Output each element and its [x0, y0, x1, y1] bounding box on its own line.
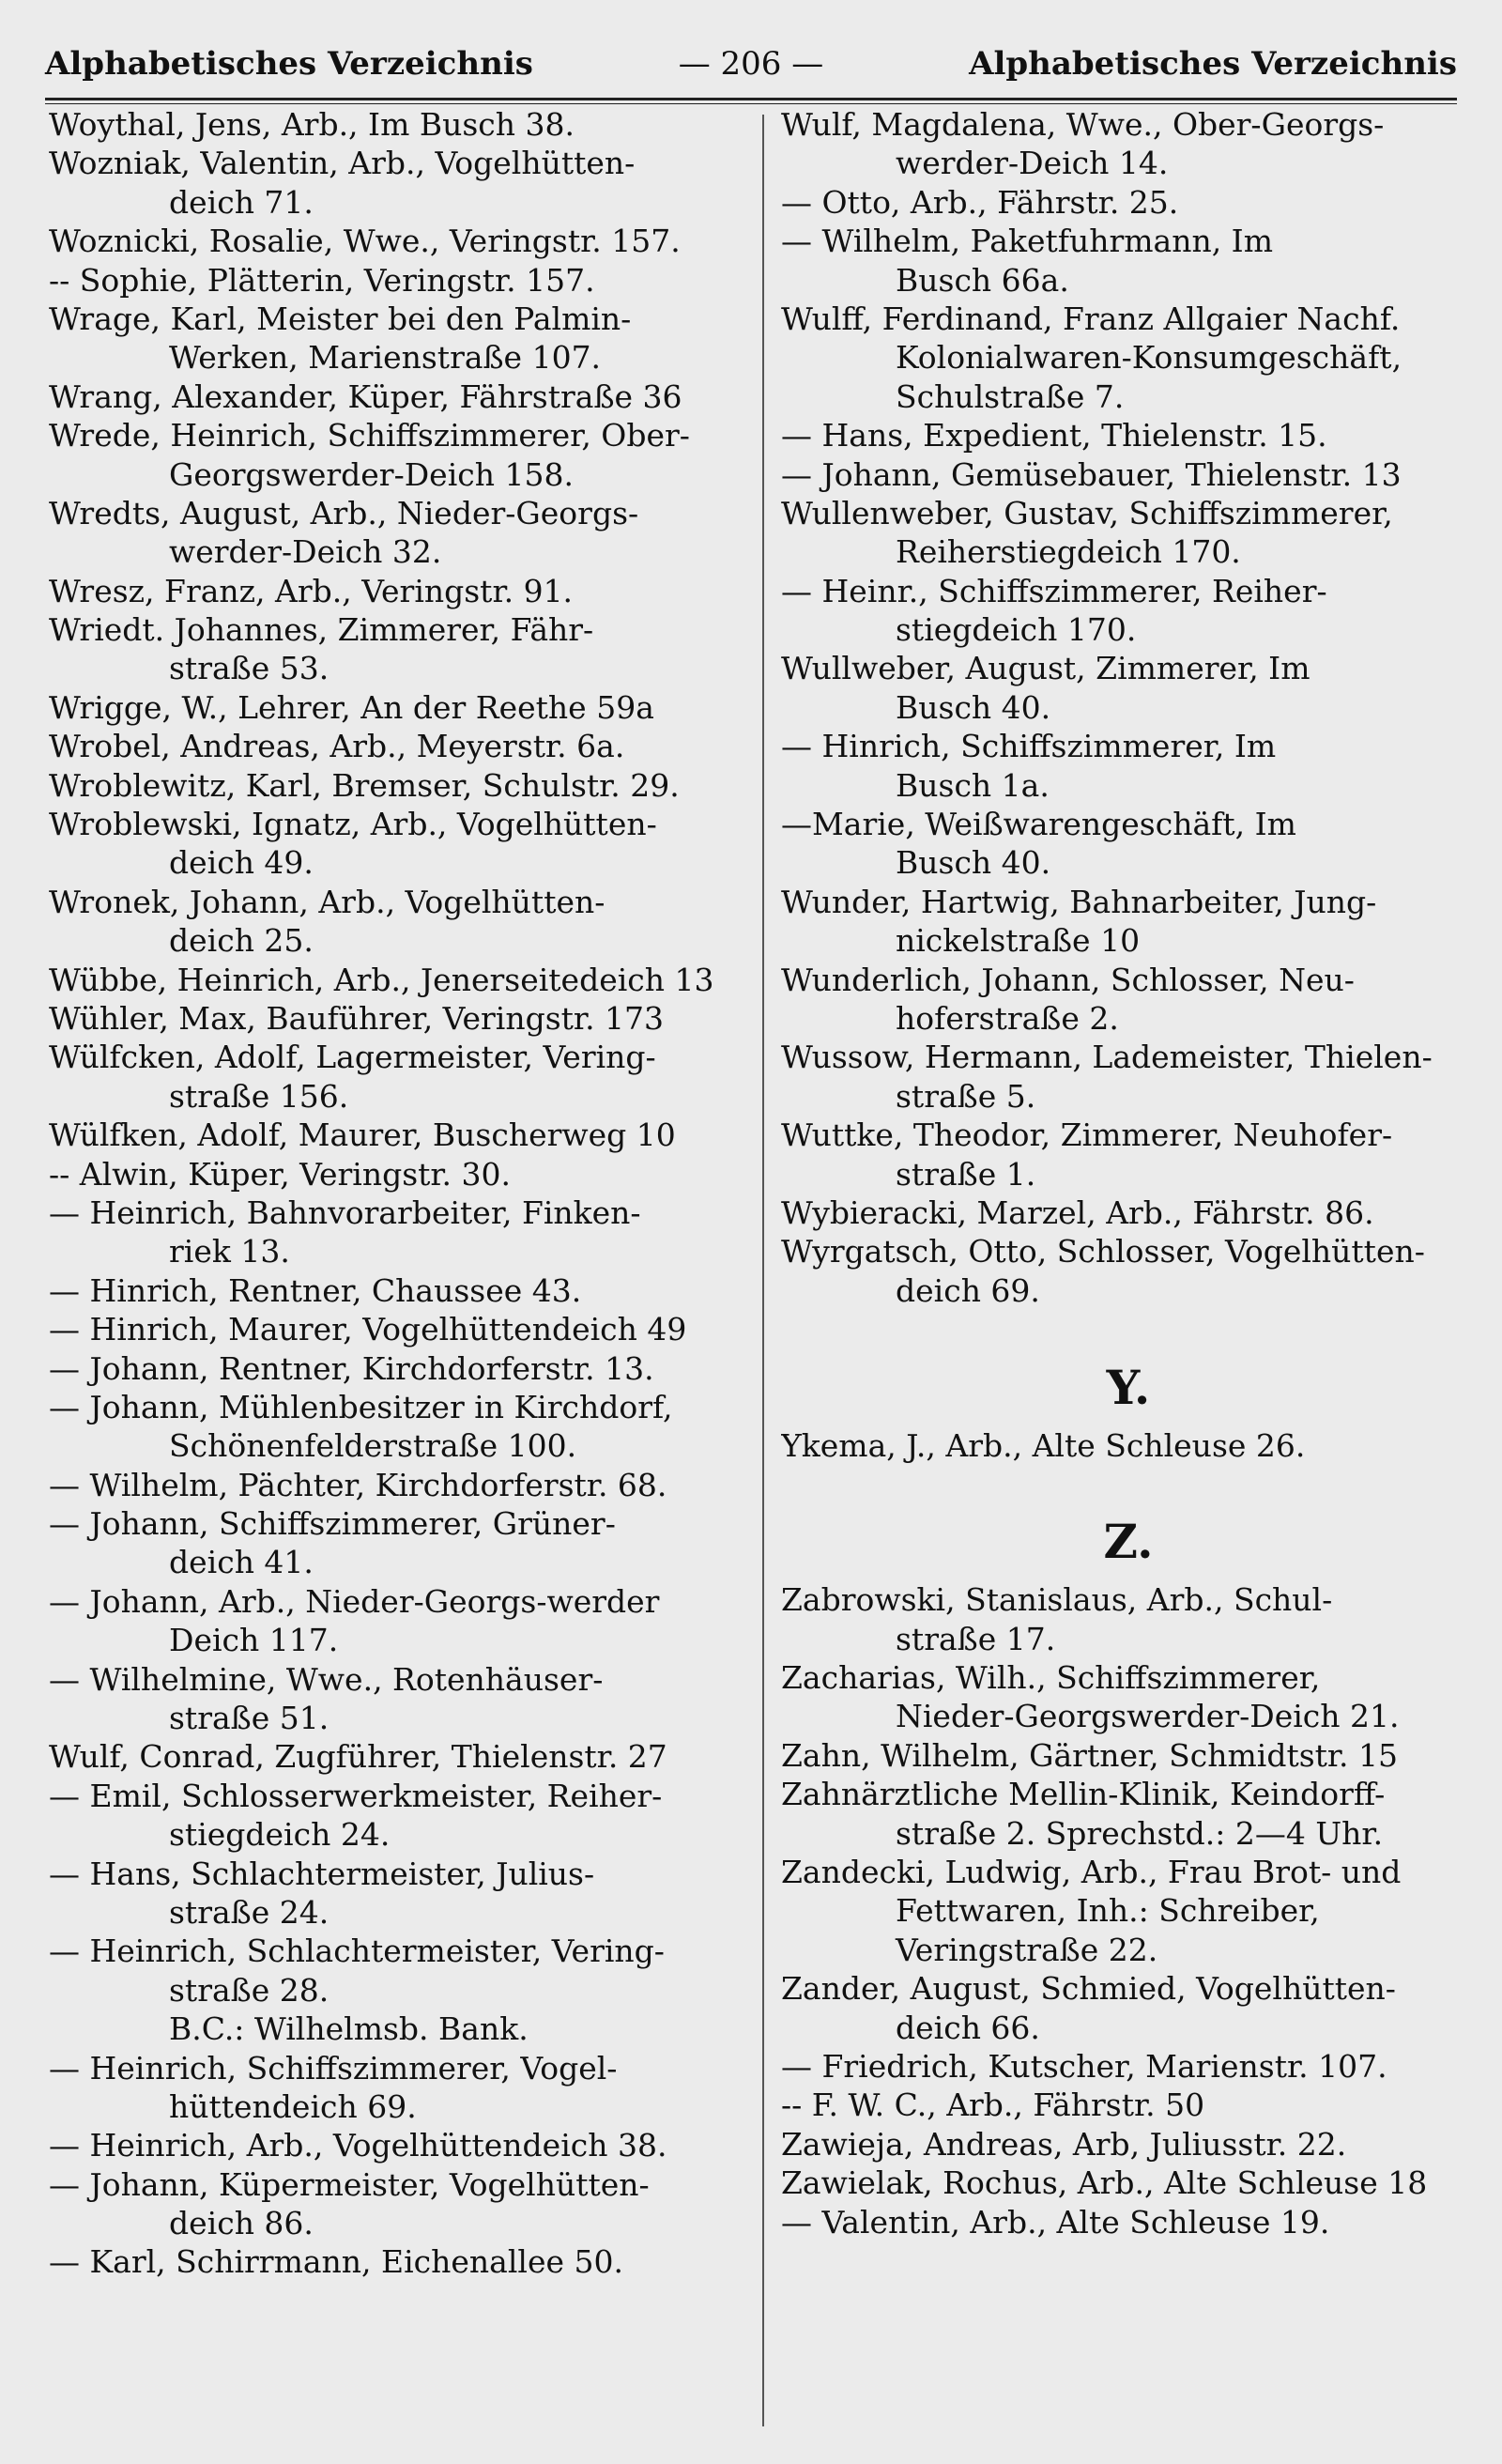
directory-entry-line: —Marie, Weißwarengeschäft, Im: [781, 806, 1296, 843]
directory-entry-line: -- Sophie, Plätterin, Veringstr. 157.: [49, 261, 595, 299]
entry-continuation-line: Fettwaren, Inh.: Schreiber,: [896, 1892, 1320, 1930]
directory-entry-line: Zacharias, Wilh., Schiffszimmerer,: [781, 1659, 1321, 1697]
directory-entry-line: — Heinrich, Bahnvorarbeiter, Finken-: [49, 1194, 641, 1231]
directory-entry-line: — Wilhelm, Pächter, Kirchdorferstr. 68.: [49, 1466, 667, 1503]
entry-continuation-line: Busch 40.: [896, 688, 1051, 726]
section-heading-y: Y.: [1106, 1359, 1151, 1415]
entry-continuation-line: werder-Deich 14.: [896, 145, 1169, 182]
directory-entry-line: Wühler, Max, Bauführer, Veringstr. 173: [49, 999, 665, 1037]
directory-entry-line: Woznicki, Rosalie, Wwe., Veringstr. 157.: [49, 223, 681, 260]
directory-entry-line: — Karl, Schirrmann, Eichenallee 50.: [49, 2243, 623, 2281]
directory-entry-line: -- Alwin, Küper, Veringstr. 30.: [49, 1155, 512, 1193]
entry-continuation-line: straße 2. Sprechstd.: 2—4 Uhr.: [896, 1814, 1384, 1852]
entry-continuation-line: straße 17.: [896, 1620, 1056, 1657]
directory-entry-line: Zabrowski, Stanislaus, Arb., Schul-: [781, 1581, 1333, 1619]
entry-continuation-line: straße 51.: [169, 1700, 330, 1737]
directory-entry-line: Wülfcken, Adolf, Lagermeister, Vering-: [49, 1039, 656, 1076]
directory-entry-line: — Johann, Schiffszimmerer, Grüner-: [49, 1505, 616, 1543]
entry-continuation-line: Busch 1a.: [896, 766, 1050, 804]
column-divider: [762, 115, 764, 2426]
entry-continuation-line: deich 41.: [169, 1544, 314, 1581]
directory-entry-line: Wulff, Ferdinand, Franz Allgaier Nachf.: [781, 300, 1401, 337]
entry-continuation-line: Busch 66a.: [896, 261, 1069, 299]
directory-entry-line: — Valentin, Arb., Alte Schleuse 19.: [781, 2203, 1330, 2241]
directory-entry-line: Zawielak, Rochus, Arb., Alte Schleuse 18: [781, 2164, 1428, 2202]
directory-entry-line: Wulf, Conrad, Zugführer, Thielenstr. 27: [49, 1738, 667, 1776]
directory-entry-line: Wübbe, Heinrich, Arb., Jenerseitedeich 13: [49, 961, 714, 998]
entry-continuation-line: Schönenfelderstraße 100.: [169, 1427, 577, 1465]
directory-entry-line: Wredts, August, Arb., Nieder-Georgs-: [49, 494, 639, 531]
header-left-title: Alphabetisches Verzeichnis: [45, 45, 533, 83]
header-right-title: Alphabetisches Verzeichnis: [969, 45, 1457, 83]
right-column: [781, 105, 1476, 2241]
directory-entry-line: Wozniak, Valentin, Arb., Vogelhütten-: [49, 145, 636, 182]
entries-z: [781, 1580, 1476, 2241]
entry-continuation-line: deich 25.: [169, 922, 314, 960]
spacer: [781, 1465, 1476, 1503]
header-rule: [45, 98, 1457, 100]
entry-continuation-line: werder-Deich 32.: [169, 533, 442, 571]
directory-entry-line: Zawieja, Andreas, Arb, Juliusstr. 22.: [781, 2125, 1347, 2163]
directory-entry-line: — Friedrich, Kutscher, Marienstr. 107.: [781, 2047, 1387, 2085]
directory-entry-line: — Hinrich, Schiffszimmerer, Im: [781, 728, 1277, 765]
directory-entry-line: Wunderlich, Johann, Schlosser, Neu-: [781, 961, 1355, 998]
entries-w-continued: [781, 105, 1476, 1310]
directory-entry-line: — Hans, Expedient, Thielenstr. 15.: [781, 417, 1327, 454]
page-number: — 206 —: [678, 45, 824, 83]
directory-entry-line: — Johann, Gemüsebauer, Thielenstr. 13: [781, 455, 1402, 493]
directory-entry-line: — Heinr., Schiffszimmerer, Reiher-: [781, 572, 1327, 609]
entry-continuation-line: Kolonialwaren-Konsumgeschäft,: [896, 339, 1402, 377]
entry-continuation-line: Werken, Marienstraße 107.: [169, 339, 602, 377]
entry-continuation-line: nickelstraße 10: [896, 922, 1141, 960]
left-column: [49, 105, 748, 2282]
entry-continuation-line: hoferstraße 2.: [896, 999, 1119, 1037]
directory-entry-line: Wullenweber, Gustav, Schiffszimmerer,: [781, 494, 1393, 531]
directory-entry-line: — Heinrich, Arb., Vogelhüttendeich 38.: [49, 2127, 667, 2164]
entry-continuation-line: stiegdeich 24.: [169, 1816, 391, 1854]
directory-entry-line: Wullweber, August, Zimmerer, Im: [781, 650, 1310, 687]
directory-entry-line: — Wilhelmine, Wwe., Rotenhäuser-: [49, 1660, 604, 1698]
entry-continuation-line: deich 86.: [169, 2205, 314, 2242]
directory-entry-line: Wrede, Heinrich, Schiffszimmerer, Ober-: [49, 417, 690, 454]
directory-entry-line: — Johann, Rentner, Kirchdorferstr. 13.: [49, 1349, 654, 1387]
entry-continuation-line: riek 13.: [169, 1233, 290, 1270]
page-header: [45, 39, 1457, 88]
entry-continuation-line: Nieder-Georgswerder-Deich 21.: [896, 1698, 1400, 1735]
entry-continuation-line: straße 5.: [896, 1077, 1036, 1115]
directory-entry-line: — Heinrich, Schlachtermeister, Vering-: [49, 1933, 665, 1970]
directory-entry-line: Zandecki, Ludwig, Arb., Frau Brot- und: [781, 1854, 1402, 1891]
directory-entry-line: — Otto, Arb., Fährstr. 25.: [781, 183, 1179, 221]
directory-entry-line: — Wilhelm, Paketfuhrmann, Im: [781, 223, 1274, 260]
entry-continuation-line: deich 69.: [896, 1271, 1040, 1309]
entry-continuation-line: Schulstraße 7.: [896, 377, 1125, 415]
directory-entry-line: Wrigge, W., Lehrer, An der Reethe 59a: [49, 688, 654, 726]
directory-entry-line: — Hans, Schlachtermeister, Julius-: [49, 1855, 595, 1892]
entry-continuation-line: stiegdeich 170.: [896, 611, 1137, 649]
directory-entry-line: — Emil, Schlosserwerkmeister, Reiher-: [49, 1777, 663, 1814]
directory-entry-line: Wrage, Karl, Meister bei den Palmin-: [49, 300, 632, 337]
directory-entry-line: Zahn, Wilhelm, Gärtner, Schmidtstr. 15: [781, 1736, 1399, 1774]
entry-continuation-line: deich 66.: [896, 2009, 1040, 2046]
header-rule-thin: [45, 103, 1457, 104]
entry-continuation-line: deich 49.: [169, 844, 314, 882]
directory-entry-line: Wresz, Franz, Arb., Veringstr. 91.: [49, 572, 574, 609]
directory-entry-line: Wülfken, Adolf, Maurer, Buscherweg 10: [49, 1116, 676, 1154]
entry-continuation-line: Deich 117.: [169, 1622, 339, 1659]
directory-entry-line: Wroblewitz, Karl, Bremser, Schulstr. 29.: [49, 766, 680, 804]
directory-entry-line: -- F. W. C., Arb., Fährstr. 50: [781, 2087, 1205, 2124]
directory-entry-line: Wrang, Alexander, Küper, Fährstraße 36: [49, 377, 682, 415]
directory-entry-line: — Hinrich, Maurer, Vogelhüttendeich 49: [49, 1311, 687, 1348]
entry-continuation-line: Veringstraße 22.: [896, 1931, 1158, 1968]
entry-continuation-line: straße 156.: [169, 1077, 349, 1115]
entry-continuation-line: deich 71.: [169, 183, 314, 221]
directory-entry-line: Zander, August, Schmied, Vogelhütten-: [781, 1970, 1396, 2008]
directory-entry-line: — Johann, Arb., Nieder-Georgs-werder: [49, 1582, 660, 1620]
entry-continuation-line: straße 53.: [169, 650, 330, 687]
entries-y: [781, 1426, 1476, 1465]
section-heading-z: Z.: [1103, 1514, 1154, 1570]
directory-entry-line: Wriedt. Johannes, Zimmerer, Fähr-: [49, 611, 594, 649]
spacer: [781, 1310, 1476, 1348]
directory-entry-line: Wuttke, Theodor, Zimmerer, Neuhofer-: [781, 1116, 1393, 1154]
entry-continuation-line: Reiherstiegdeich 170.: [896, 533, 1241, 571]
directory-entry-line: Wunder, Hartwig, Bahnarbeiter, Jung-: [781, 883, 1377, 920]
directory-entry-line: — Johann, Mühlenbesitzer in Kirchdorf,: [49, 1388, 673, 1425]
directory-entry-line: Wroblewski, Ignatz, Arb., Vogelhütten-: [49, 806, 657, 843]
entry-continuation-line: straße 24.: [169, 1893, 330, 1931]
directory-entry-line: — Hinrich, Rentner, Chaussee 43.: [49, 1271, 582, 1309]
directory-entry-line: Zahnärztliche Mellin-Klinik, Keindorff-: [781, 1776, 1386, 1813]
directory-entry-line: Wrobel, Andreas, Arb., Meyerstr. 6a.: [49, 728, 625, 765]
directory-entry-line: Wyrgatsch, Otto, Schlosser, Vogelhütten-: [781, 1233, 1425, 1270]
entry-continuation-line: hüttendeich 69.: [169, 2087, 417, 2125]
directory-entry-line: Wussow, Hermann, Lademeister, Thielen-: [781, 1039, 1433, 1076]
directory-entry-line: Wybieracki, Marzel, Arb., Fährstr. 86.: [781, 1194, 1374, 1231]
directory-entry-line: — Johann, Küpermeister, Vogelhütten-: [49, 2165, 650, 2203]
directory-entry-line: — Heinrich, Schiffszimmerer, Vogel-: [49, 2049, 618, 2087]
entry-continuation-line: straße 1.: [896, 1155, 1036, 1193]
directory-entry-line: Ykema, J., Arb., Alte Schleuse 26.: [781, 1426, 1306, 1464]
directory-entry-line: Wulf, Magdalena, Wwe., Ober-Georgs-: [781, 106, 1385, 143]
directory-entry-line: Wronek, Johann, Arb., Vogelhütten-: [49, 883, 605, 920]
entry-continuation-line: B.C.: Wilhelmsb. Bank.: [169, 2010, 529, 2048]
directory-entry-line: Woythal, Jens, Arb., Im Busch 38.: [49, 106, 575, 143]
entry-continuation-line: Busch 40.: [896, 844, 1051, 882]
entry-continuation-line: Georgswerder-Deich 158.: [169, 455, 574, 493]
entry-continuation-line: straße 28.: [169, 1971, 330, 2009]
